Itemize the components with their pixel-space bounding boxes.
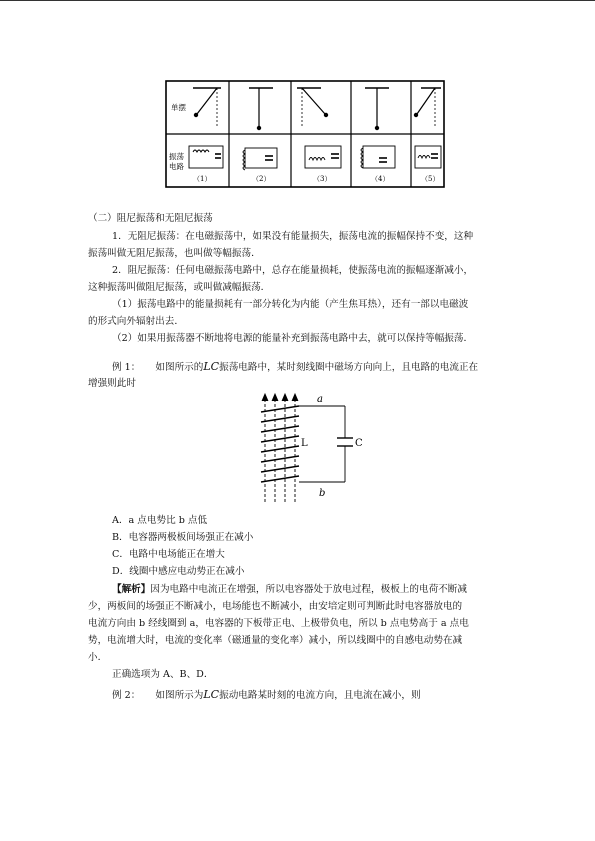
pendulum-oscillation-figure <box>165 80 445 188</box>
option-b: B．电容器两极板间场强正在减小 <box>112 532 254 543</box>
option-c: C．电路中电场能正在增大 <box>112 549 225 560</box>
pendulum-5 <box>414 88 441 128</box>
para-4-line-1: （2）如果用振荡器不断地将电源的能量补充到振荡电路中去，就可以保持等幅振荡． <box>112 333 474 344</box>
label-L: L <box>301 438 308 449</box>
pendulum-1 <box>193 88 221 128</box>
circuit-5 <box>415 146 441 168</box>
para-2-line-1: 2．阻尼振荡：任何电磁振荡电路中，总存在能量损耗，使振荡电流的振幅逐渐减小， <box>112 265 474 276</box>
para-1-line-2: 振荡叫做无阻尼振荡，也叫做等幅振荡． <box>88 248 261 259</box>
pendulum-3 <box>297 88 328 128</box>
analysis-line-5: 小． <box>88 652 108 663</box>
circuit-3 <box>305 146 341 168</box>
para-3-line-2: 的形式向外辐射出去． <box>88 316 184 327</box>
row-label-circuit-2: 电路 <box>169 162 184 171</box>
row-label-circuit-1: 振荡 <box>169 152 184 161</box>
option-d: D．线圈中感应电动势正在减小 <box>112 566 245 577</box>
example-2-lc: LC <box>203 688 220 701</box>
lc-circuit-figure <box>257 392 369 504</box>
example-2-text-after: 振动电路某时刻的电流方向，且电流在减小，则 <box>219 690 421 701</box>
col-label-1: （1） <box>193 175 212 183</box>
example-1-text-after: 振荡电路中，某时刻线圈中磁场方向向上，且电路的电流正在 <box>219 362 479 373</box>
example-2-text-before: 如图所示为 <box>155 690 204 701</box>
circuit-4 <box>361 146 395 168</box>
col-label-3: （3） <box>313 175 332 183</box>
analysis-line-4: 势，电流增大时，电流的变化率（磁通量的变化率）减小，所以线圈中的自感电动势在减 <box>88 635 463 646</box>
col-label-5: （5） <box>421 175 440 183</box>
answer-line: 正确选项为 A、B、D． <box>112 669 214 680</box>
analysis-text-1: 因为电路中电流正在增强，所以电容器处于放电过程，极板上的电荷不断减 <box>150 584 467 595</box>
example-1-text-before: 如图所示的 <box>155 362 204 373</box>
example-2-question <box>112 686 421 704</box>
example-1-lc: LC <box>203 360 220 373</box>
analysis-tag: 【解析】 <box>112 584 151 595</box>
para-2-line-2: 这种振荡叫做阻尼振荡，或叫做减幅振荡． <box>88 282 271 293</box>
analysis-line-1 <box>112 581 467 598</box>
row-label-pendulum: 单摆 <box>171 103 186 112</box>
para-3-line-1: （1）振荡电路中的能量损耗有一部分转化为内能（产生焦耳热），还有一部以电磁波 <box>112 299 469 310</box>
label-a: a <box>317 394 323 405</box>
example-1-label: 例 1： <box>112 362 141 373</box>
page-top-rule <box>0 0 595 1</box>
circuit-1 <box>189 146 223 168</box>
col-label-2: （2） <box>252 175 271 183</box>
label-b: b <box>319 488 326 499</box>
example-1-question-line-1 <box>112 358 478 376</box>
label-C: C <box>355 438 363 449</box>
para-1-line-1: 1．无阻尼振荡：在电磁振荡中，如果没有能量损失，振荡电流的振幅保持不变，这种 <box>112 231 474 242</box>
pendulum-2 <box>249 88 273 130</box>
analysis-line-3: 电流方向由 b 经线圈到 a，电容器的下板带正电、上极带负电，所以 b 点电势高于 a 点电 <box>88 618 469 629</box>
example-1-question-line-2: 增强则此时 <box>88 378 136 389</box>
analysis-line-2: 少，两板间的场强正不断减小，电场能也不断减小，由安培定则可判断此时电容器放电的 <box>88 601 463 612</box>
section-heading: （二）阻尼振荡和无阻尼振荡 <box>88 213 213 224</box>
example-2-label: 例 2： <box>112 690 141 701</box>
col-label-4: （4） <box>371 175 390 183</box>
option-a: A．a 点电势比 b 点低 <box>112 515 208 526</box>
pendulum-4 <box>365 88 389 130</box>
circuit-2 <box>243 148 277 170</box>
